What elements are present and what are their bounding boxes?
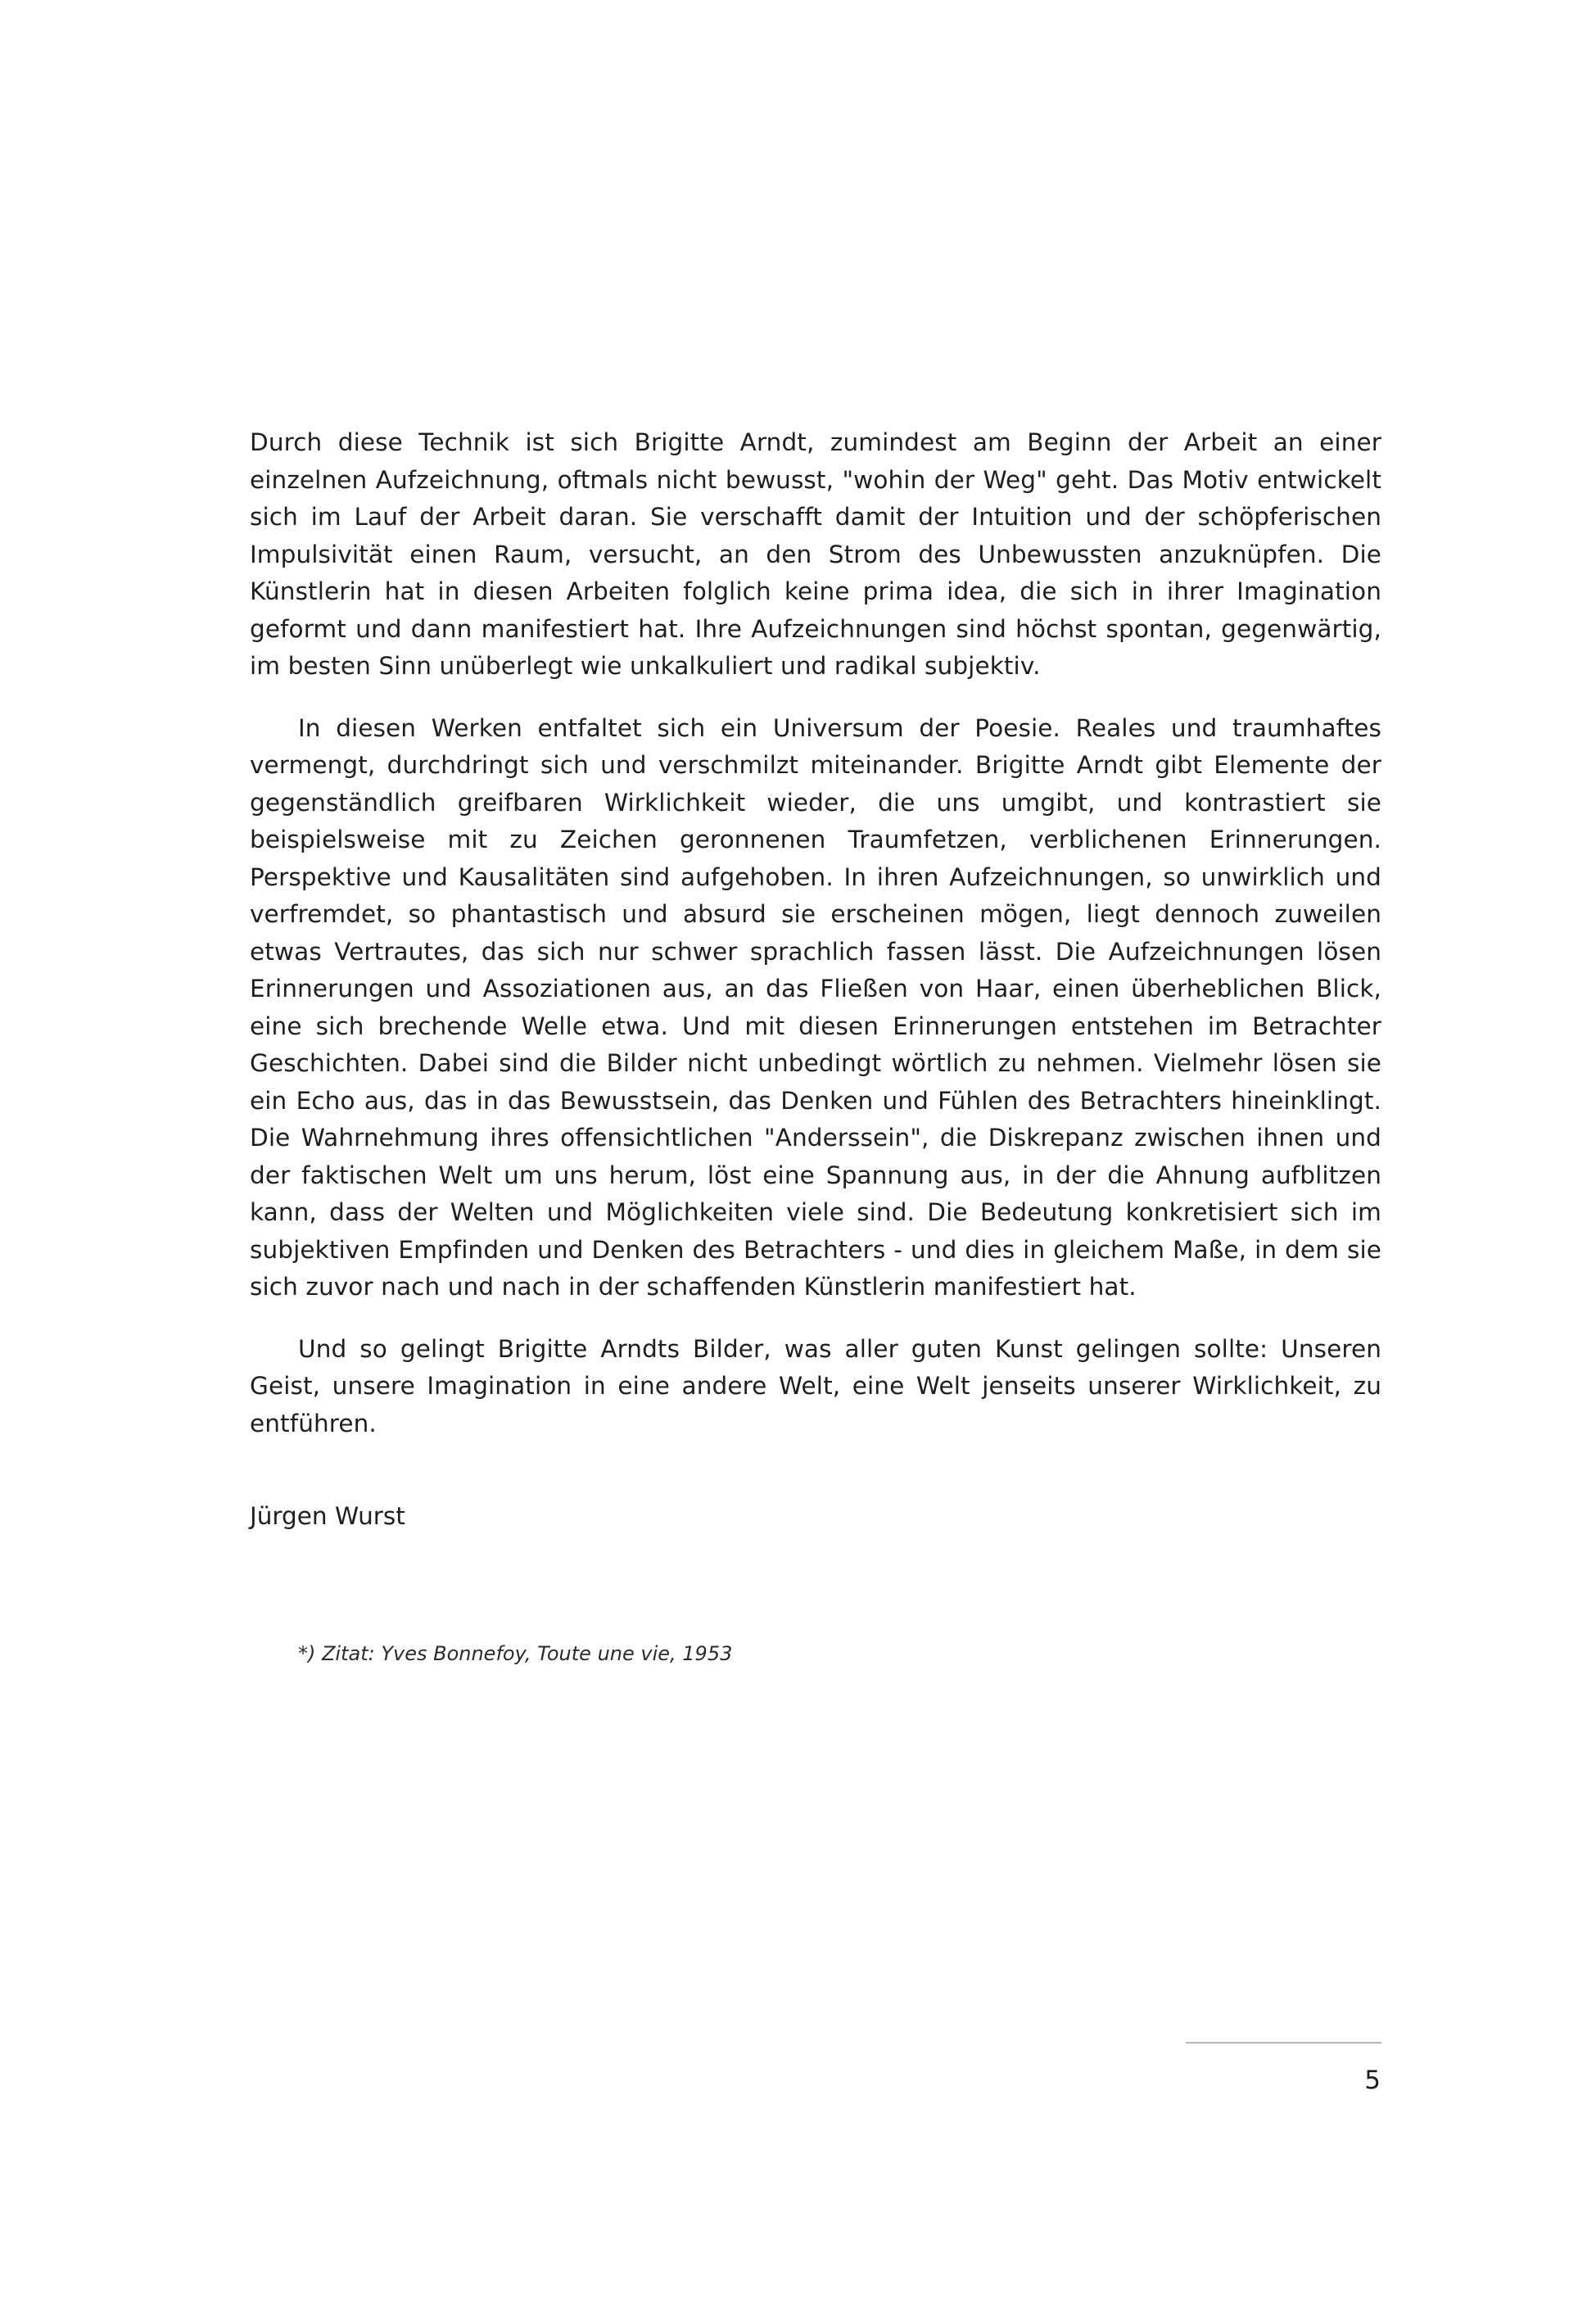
paragraph-3: Und so gelingt Brigitte Arndts Bilder, was aller guten Kunst gelingen sollte: Unseren Geist, unsere Imagination in eine andere Welt, eine Welt jenseits unserer Wirklichkeit, zu entführen. [250, 1334, 1381, 1437]
footnote: *) Zitat: Yves Bonnefoy, Toute une vie, 1953 [298, 1642, 733, 1665]
footer-rule [1186, 2042, 1381, 2044]
page-number: 5 [1364, 2066, 1381, 2095]
paragraph-1: Durch diese Technik ist sich Brigitte Arndt, zumindest am Beginn der Arbeit an einer einzelnen Aufzeichnung, oftmals nicht bewusst, "wohin der Weg" geht. Das Motiv entwickelt sich im Lauf der Arbeit daran. Sie verschafft damit der Intuition und der schöpferischen Impulsivität einen Raum, versucht, an den Strom des Unbewussten anzuknüpfen. Die Künstlerin hat in diesen Arbeiten folglich keine prima idea, die sich in ihrer Imagination geformt und dann manifestiert hat. Ihre Aufzeichnungen sind höchst spontan, gegenwärtig, im besten Sinn unüberlegt wie unkalkuliert und radikal subjektiv. [250, 428, 1381, 680]
author-signature: Jürgen Wurst [250, 1502, 405, 1530]
article-body [250, 424, 1381, 1467]
paragraph-2: In diesen Werken entfaltet sich ein Universum der Poesie. Reales und traumhaftes vermengt, durchdringt sich und verschmilzt miteinander. Brigitte Arndt gibt Elemente der gegenständlich greifbaren Wirklichkeit wieder, die uns umgibt, und kontrastiert sie beispielsweise mit zu Zeichen geronnenen Traumfetzen, verblichenen Erinnerungen. Perspektive und Kausalitäten sind aufgehoben. In ihren Aufzeichnungen, so unwirklich und verfremdet, so phantastisch und absurd sie erscheinen mögen, liegt dennoch zuweilen etwas Vertrautes, das sich nur schwer sprachlich fassen lässt. Die Aufzeichnungen lösen Erinnerungen und Assoziationen aus, an das Fließen von Haar, einen überheblichen Blick, eine sich brechende Welle etwa. Und mit diesen Erinnerungen entstehen im Betrachter Geschichten. Dabei sind die Bilder nicht unbedingt wörtlich zu nehmen. Vielmehr lösen sie ein Echo aus, das in das Bewusstsein, das Denken und Fühlen des Betrachters hineinklingt. Die Wahrnehmung ihres offensichtlichen "Anderssein", die Diskrepanz zwischen ihnen und der faktischen Welt um uns herum, löst eine Spannung aus, in der die Ahnung aufblitzen kann, dass der Welten und Möglichkeiten viele sind. Die Bedeutung konkretisiert sich im subjektiven Empfinden und Denken des Betrachters - und dies in gleichem Maße, in dem sie sich zuvor nach und nach in der schaffenden Künstlerin manifestiert hat. [250, 713, 1381, 1301]
